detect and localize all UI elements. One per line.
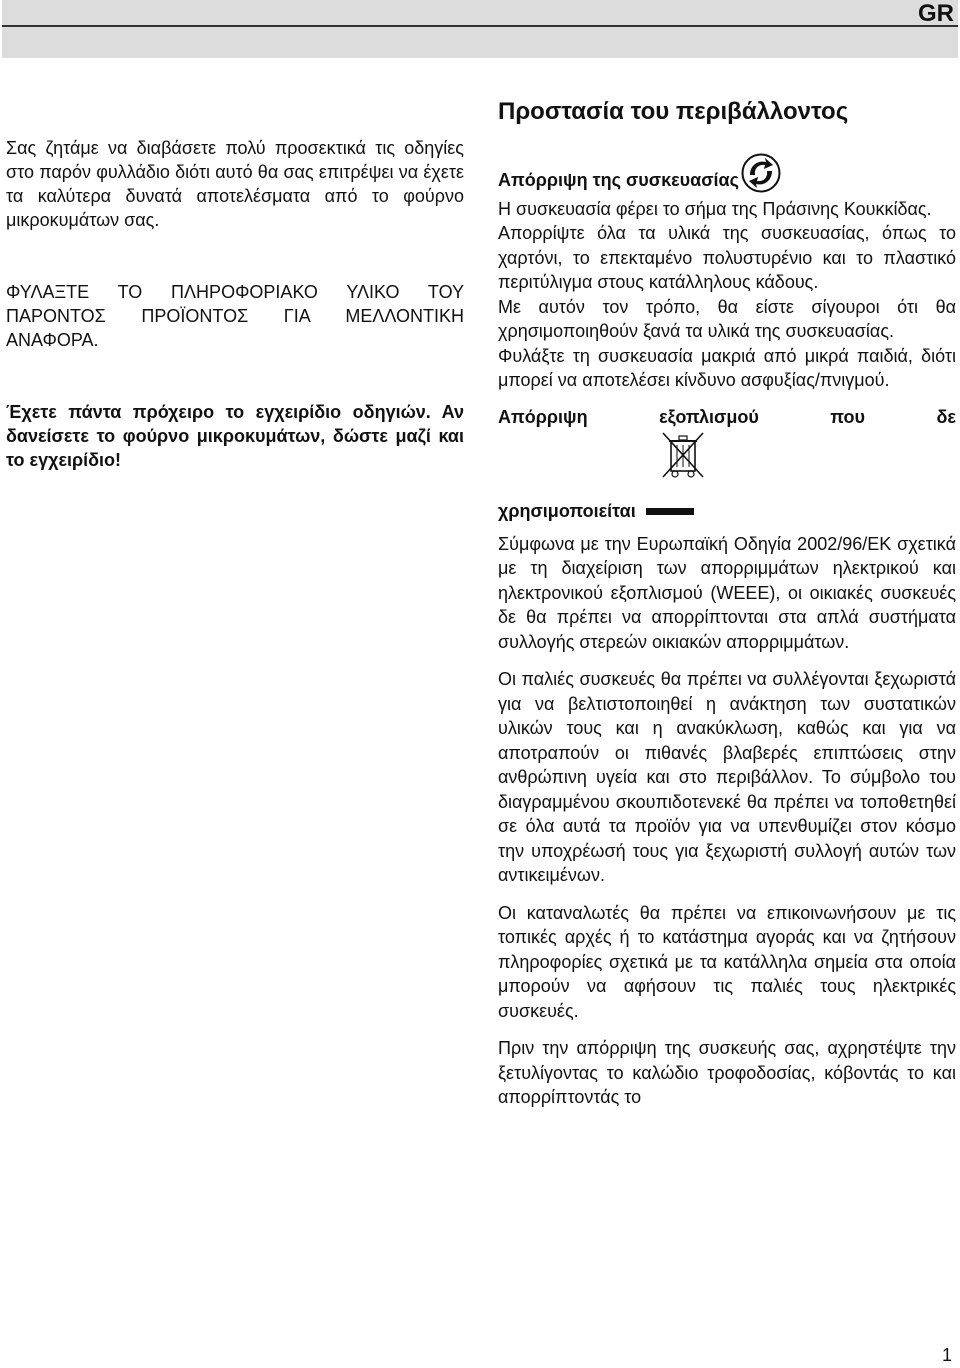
language-code: GR — [918, 0, 954, 27]
intro-paragraph: Σας ζητάμε να διαβάσετε πολύ προσεκτικά τις οδηγίες στο παρόν φυλλάδιο διότι αυτό θα σας επιτρέψει να έχετε τα καλύτερα δυνατά αποτελέσματα από το φούρνο μικροκυμάτων σας. — [6, 138, 464, 230]
green-dot-recycle-icon — [741, 153, 781, 193]
packaging-paragraph-2: Απορρίψτε όλα τα υλικά της συσκευασίας, όπως το χαρτόνι, το επεκταμένο πολυστυρένιο και το πλαστικό περιτύλιγμα στους κατάλληλους κάδους. — [498, 223, 956, 292]
equipment-heading-word: που — [830, 406, 866, 427]
page-number: 1 — [941, 1345, 952, 1365]
packaging-paragraph-1: Η συσκευασία φέρει το σήμα της Πράσινης Κουκκίδας. — [498, 198, 932, 219]
packaging-heading — [498, 153, 956, 193]
packaging-paragraph-3: Με αυτόν τον τρόπο, θα είστε σίγουροι ότι θα χρησιμοποιηθούν ξανά τα υλικά της συσκευασίας. — [498, 296, 956, 341]
packaging-paragraph-4: Φυλάξτε τη συσκευασία μακριά από μικρά παιδιά, διότι μπορεί να αποτελέσει κίνδυνο ασφυξίας/πνιγμού. — [498, 345, 956, 390]
weee-paragraph-3: Οι καταναλωτές θα πρέπει να επικοινωνήσουν με τις τοπικές αρχές ή το κατάστημα αγοράς και να ζητήσουν πληροφορίες σχετικά με τα κατάλληλα σημεία στα οποία μπορούν να αφήσουν τις παλιές τους ηλεκτρικές συσκευές. — [498, 902, 956, 1021]
equipment-heading-word: Απόρριψη — [498, 406, 588, 427]
equipment-heading-end-text: χρησιμοποιείται — [498, 501, 636, 521]
section-title: Προστασία του περιβάλλοντος — [498, 98, 849, 125]
packaging-heading-text: Απόρριψη της συσκευασίας — [498, 170, 739, 190]
equipment-heading-end — [498, 499, 956, 524]
equipment-heading — [498, 405, 956, 430]
equipment-heading-word: εξοπλισμού — [659, 406, 759, 427]
weee-icon-row — [498, 429, 956, 499]
weee-paragraph-4: Πριν την απόρριψη της συσκευής σας, αχρηστέψτε την ξετυλίγοντας το καλώδιο τροφοδοσίας, κόβοντάς το και απορρίπτοντάς το — [498, 1038, 956, 1107]
right-column — [498, 100, 956, 1110]
manual-handy-notice: Έχετε πάντα πρόχειρο το εγχειρίδιο οδηγιών. Αν δανείσετε το φούρνο μικροκυμάτων, δώστε μαζί και το εγχειρίδιο! — [6, 402, 464, 470]
keep-notice: ΦΥΛΑΞΤΕ ΤΟ ΠΛΗΡΟΦΟΡΙΑΚΟ ΥΛΙΚΟ ΤΟΥ ΠΑΡΟΝΤΟΣ ΠΡΟΪΟΝΤΟΣ ΓΙΑ ΜΕΛΛΟΝΤΙΚΗ ΑΝΑΦΟΡΑ. — [6, 282, 464, 350]
left-column — [6, 136, 464, 472]
weee-paragraph-1: Σύμφωνα με την Ευρωπαϊκή Οδηγία 2002/96/ΕΚ σχετικά με τη διαχείριση των απορριμμάτων ηλεκτρικού και ηλεκτρονικού εξοπλισμού (WEEE), οι οικιακές συσκευές δε θα πρέπει να απορρίπτονται στα απλά συστήματα συλλογής στερεών οικιακών απορριμμάτων. — [498, 533, 956, 652]
crossed-out-bin-icon — [661, 431, 705, 479]
weee-paragraph-2: Οι παλιές συσκευές θα πρέπει να συλλέγονται ξεχωριστά για να βελτιστοποιηθεί η ανάκτηση των συστατικών υλικών τους και η ανακύκλωση, καθώς και για να αποτραπούν οι πιθανές βλαβερές επιπτώσεις στην ανθρώπινη υγεία και στο περιβάλλον. Το σύμβολο του διαγραμμένου σκουπιδοτενεκέ θα πρέπει να τοποθετηθεί σε όλα αυτά τα προϊόν για να υπενθυμίζει στον κόσμο την υποχρέωσή τους για ξεχωριστή συλλογή αυτών των αντικειμένων. — [498, 669, 956, 885]
header-bar — [2, 0, 958, 58]
header-rule — [2, 25, 958, 27]
weee-black-bar — [646, 508, 694, 515]
equipment-heading-word: δε — [936, 406, 956, 427]
